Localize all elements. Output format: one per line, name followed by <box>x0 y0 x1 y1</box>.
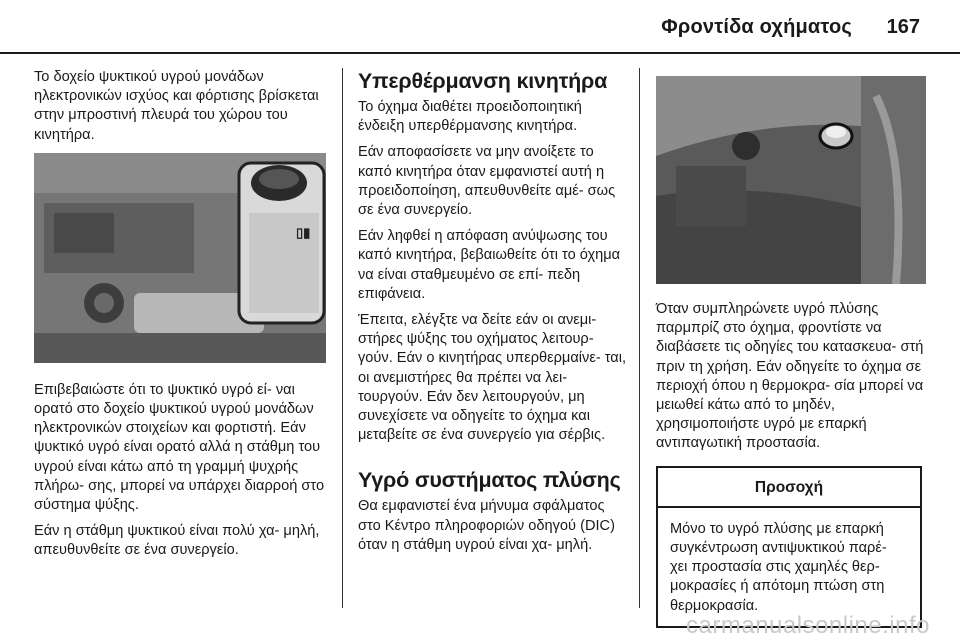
coolant-reservoir-photo <box>34 153 326 363</box>
watermark: carmanualsonline.info <box>686 612 930 639</box>
overheat-paragraph-1: Το όχημα διαθέτει προειδοποιητική ένδειξη υπερθέρμανσης κινητήρα. <box>358 99 582 135</box>
overheat-paragraph-4: Έπειτα, ελέγξτε να δείτε εάν οι ανεμι- στήρες ψύξης του οχήματος λειτουρ- γούν. Εάν ο κινητήρας υπερθερμαίνε- ται, οι ανεμιστήρες θα πρέπει να λει- τουργούν. Εάν δεν λειτουργούν, μη συνεχίσετε να οδηγείτε το όχημα και μεταβείτε σε ένα συνεργείο για σέρβις. <box>358 312 627 444</box>
page-number: 167 <box>886 16 920 38</box>
engine-overheat-heading: Υπερθέρμανση κινητήρα <box>358 69 608 93</box>
overheat-paragraph-2: Εάν αποφασίσετε να μην ανοίξετε το καπό κινητήρα όταν εμφανιστεί αυτή η προειδοποίηση, απευθυνθείτε αμέ- σως σε ένα συνεργείο. <box>358 144 616 219</box>
page-header <box>0 0 960 58</box>
caution-box <box>656 466 922 628</box>
intro-paragraph: Το δοχείο ψυκτικού υγρού μονάδων ηλεκτρονικών ισχύος και φόρτισης βρίσκεται στην μπροστινή πλευρά του χώρου του κινητήρα. <box>34 69 319 143</box>
column-divider-2 <box>639 68 640 608</box>
washer-fluid-heading: Υγρό συστήματος πλύσης <box>358 468 621 493</box>
washer-fluid-cap-photo <box>656 76 926 284</box>
svg-text:▯▮: ▯▮ <box>296 224 311 240</box>
column-divider-1 <box>342 68 343 608</box>
washer-cap-illustration <box>656 76 926 284</box>
header-divider <box>0 52 960 54</box>
column-1 <box>34 68 326 568</box>
section-title: Φροντίδα οχήματος <box>661 16 852 38</box>
caution-text: Μόνο το υγρό πλύσης με επαρκή συγκέντρωση αντιψυκτικού παρέ- χει προστασία στις χαμηλές θερ- μοκρασίες ή απότομη πτώση στη θερμοκρασία. <box>670 520 887 614</box>
column-3 <box>656 68 926 628</box>
washer-fill-paragraph: Όταν συμπληρώνετε υγρό πλύσης παρμπρίζ στο όχημα, φροντίστε να διαβάσετε τις οδηγίες του κατασκευα- στή πριν τη χρήση. Εάν οδηγείτε το όχημα σε περιοχή όπου η θερμοκρα- σία μπορεί να μειωθεί κάτω από το μηδέν, χρησιμοποιήστε υγρό με επαρκή αντιπαγωτική προστασία. <box>656 301 924 452</box>
engine-bay-illustration <box>34 153 326 363</box>
coolant-low-paragraph: Εάν η στάθμη ψυκτικού είναι πολύ χα- μηλή, απευθυνθείτε σε ένα συνεργείο. <box>34 523 320 559</box>
column-2 <box>358 68 630 562</box>
overheat-paragraph-3: Εάν ληφθεί η απόφαση ανύψωσης του καπό κινητήρα, βεβαιωθείτε ότι το όχημα να είναι σταθμευμένο σε επί- πεδη επιφάνεια. <box>358 228 621 302</box>
caution-title: Προσοχή <box>658 468 920 508</box>
coolant-check-paragraph: Επιβεβαιώστε ότι το ψυκτικό υγρό εί- ναι ορατό στο δοχείο ψυκτικού υγρού μονάδων ηλεκτρονικών στοιχείων και φορτιστή. Εάν ψυκτικό υγρό είναι ορατό αλλά η στάθμη του υγρού είναι κάτω από τη γραμμή ψυχρής πλήρω- σης, μπορεί να υπάρχει διαρροή στο σύστημα ψύξης. <box>34 381 325 514</box>
washer-fluid-paragraph: Θα εμφανιστεί ένα μήνυμα σφάλματος στο Κέντρο πληροφοριών οδηγού (DIC) όταν η στάθμη υγρού είναι χα- μηλή. <box>358 498 615 553</box>
